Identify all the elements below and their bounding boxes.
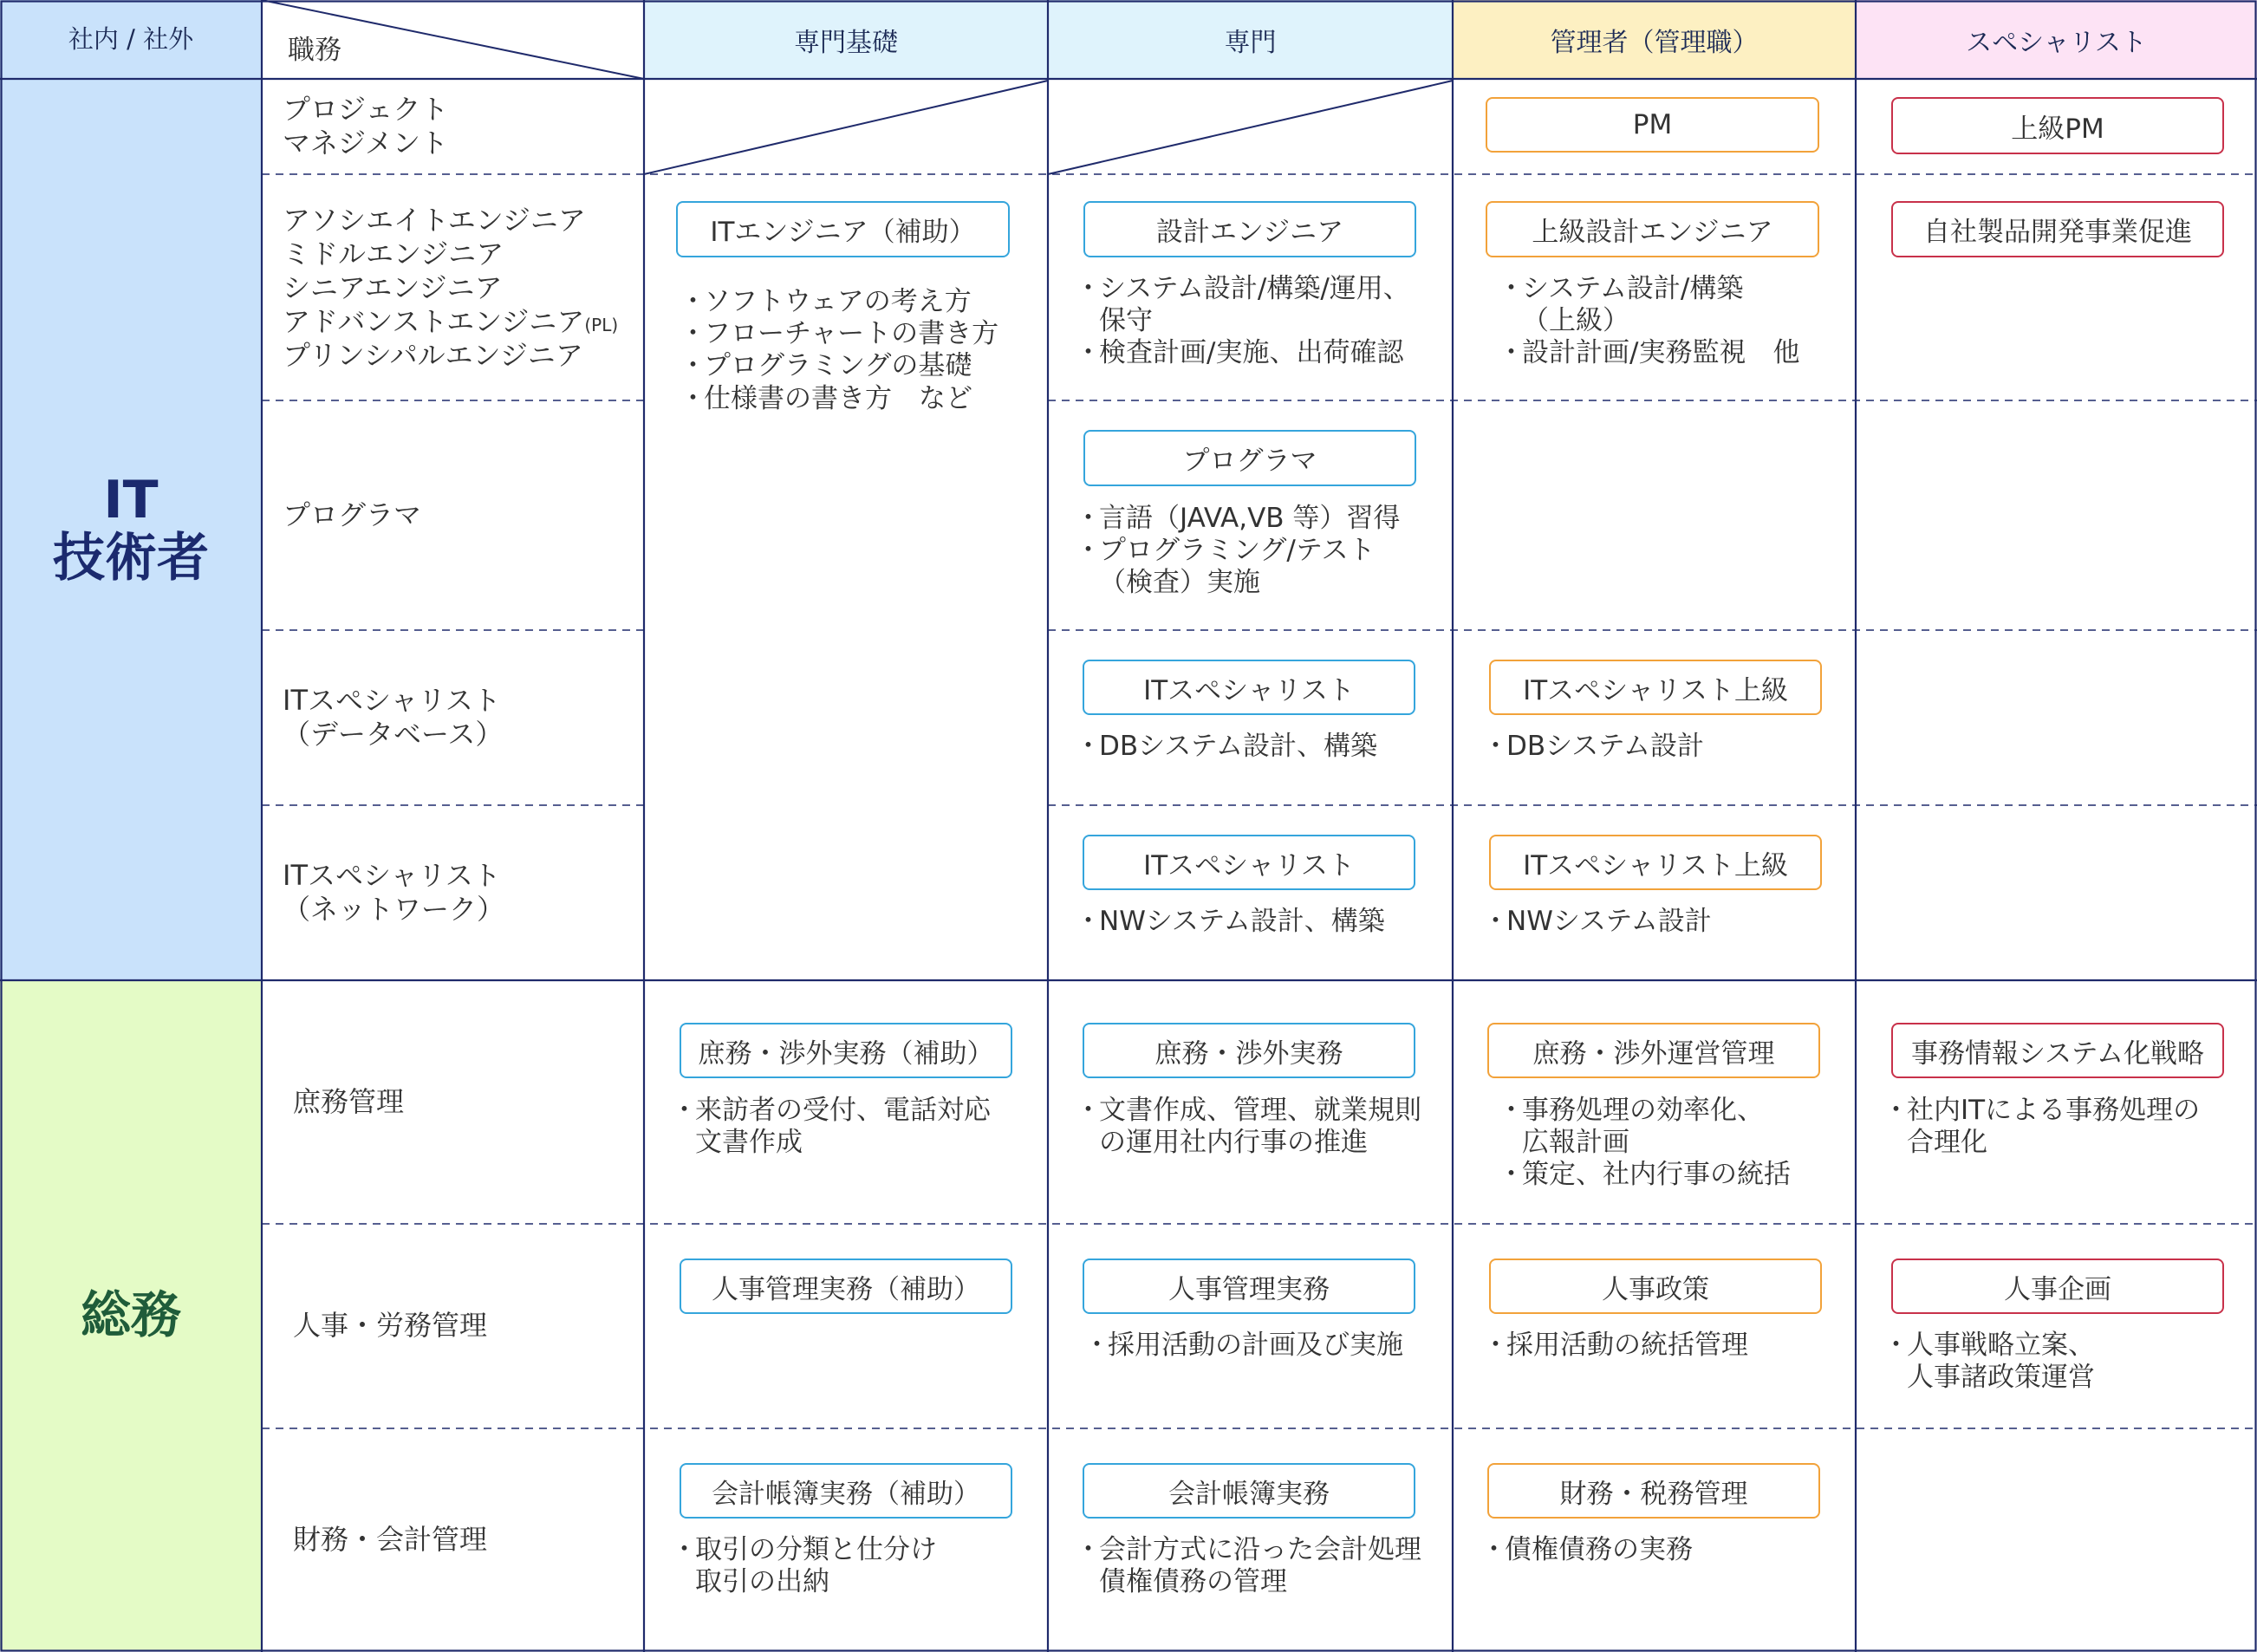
list-item: ・ 文書作成、管理、就業規則 の運用社内行事の推進 [1075,1095,1421,1159]
list-item: ・ 策定、社内行事の統括 [1498,1159,1791,1191]
list-item: ・ NWシステム設計、構築 [1075,906,1385,938]
job-engineer-level-4: アドバンストエンジニア [283,305,585,339]
list-general-external-assistant [671,1095,991,1159]
job-programmer: プログラマ [283,498,422,531]
box-general-external-operations: 庶務・渉外運営管理 [1487,1023,1820,1078]
list-item: ・ 社内ITによる事務処理の 合理化 [1883,1095,2200,1159]
column-header-basic: 専門基礎 [794,27,898,58]
box-it-specialist-nw: ITスペシャリスト [1083,835,1415,890]
list-general-external-operations [1498,1095,1791,1192]
group-general-affairs: 総務 [80,1285,181,1345]
group-it-engineer [0,79,262,980]
box-hr-planning: 人事企画 [1891,1259,2224,1314]
list-item: ・ 仕様書の書き方 など [680,383,998,415]
list-item: ・ 会計方式に沿った会計処理 債権債務の管理 [1075,1534,1421,1598]
list-item: ・ 事務処理の効率化、 広報計画 [1498,1095,1791,1159]
box-own-product-development: 自社製品開発事業促進 [1891,201,2224,257]
list-bookkeeping-assistant [671,1534,937,1598]
list-item: ・ プログラミング/テスト （検査）実施 [1075,535,1400,599]
box-senior-pm: 上級PM [1891,97,2224,154]
job-engineer-level-3: シニアエンジニア [283,271,503,305]
box-pm: PM [1486,97,1819,153]
box-bookkeeping-practice: 会計帳簿実務 [1083,1463,1415,1519]
column-header-manager: 管理者（管理職） [1550,27,1759,58]
list-item: ・ ソフトウェアの考え方 [680,286,998,318]
box-office-it-strategy: 事務情報システム化戦略 [1891,1023,2224,1078]
list-it-engineer-assistant [680,286,998,415]
list-office-it-strategy [1883,1095,2200,1159]
list-item: ・ 債権債務の実務 [1480,1534,1693,1566]
job-engineer-pl-note: (PL) [584,315,619,336]
job-it-specialist-nw: ITスペシャリスト （ネットワーク） [283,858,505,926]
box-hr-policy: 人事政策 [1489,1259,1822,1314]
list-it-specialist-nw [1075,906,1385,938]
list-item: ・ DBシステム設計 [1482,731,1704,763]
corner-header: 社内 / 社外 [68,23,194,54]
list-item: ・ 採用活動の計画及び実施 [1083,1330,1403,1362]
list-item: ・ DBシステム設計、構築 [1075,731,1377,763]
job-hr-labor: 人事・労務管理 [293,1309,488,1343]
list-bookkeeping-practice [1075,1534,1421,1598]
list-item: ・ 人事戦略立案、 人事諸政策運営 [1883,1330,2095,1394]
box-it-specialist-nw-senior: ITスペシャリスト上級 [1489,835,1822,890]
box-bookkeeping-assistant: 会計帳簿実務（補助） [680,1463,1012,1519]
job-engineer-level-1: アソシエイトエンジニア [283,204,586,237]
list-item: ・ 言語（JAVA,VB 等）習得 [1075,503,1400,535]
list-item: ・ 設計計画/実務監視 他 [1498,337,1799,369]
list-item: ・ フローチャートの書き方 [680,318,998,350]
job-engineer-level-2: ミドルエンジニア [283,237,504,271]
job-general-affairs: 庶務管理 [293,1084,405,1118]
job-finance-accounting: 財務・会計管理 [293,1523,488,1557]
box-senior-design-engineer: 上級設計エンジニア [1486,201,1819,257]
column-header-professional: 専門 [1224,27,1277,58]
job-it-specialist-db: ITスペシャリスト （データベース） [283,683,504,751]
job-project-management: プロジェクト マネジメント [283,92,449,159]
box-general-external-practice: 庶務・渉外実務 [1083,1023,1415,1078]
group-it-line1: IT [103,469,159,530]
list-hr-practice [1083,1330,1403,1362]
box-it-engineer-assistant: ITエンジニア（補助） [676,201,1010,257]
list-hr-planning [1883,1330,2095,1394]
list-item: ・ 来訪者の受付、電話対応 文書作成 [671,1095,991,1159]
group-it-line2: 技術者 [53,528,209,589]
box-design-engineer: 設計エンジニア [1083,201,1416,257]
list-programmer [1075,503,1400,600]
list-item: ・ 検査計画/実施、出荷確認 [1075,337,1410,369]
list-item: ・ システム設計/構築 （上級） [1498,273,1799,337]
list-item: ・ プログラミングの基礎 [680,350,998,382]
list-design-engineer [1075,273,1410,370]
box-it-specialist-db-senior: ITスペシャリスト上級 [1489,660,1822,715]
box-hr-practice: 人事管理実務 [1083,1259,1415,1314]
list-finance-tax-management [1480,1534,1693,1566]
box-general-external-assistant: 庶務・渉外実務（補助） [680,1023,1012,1078]
list-hr-policy [1482,1330,1748,1362]
box-finance-tax-management: 財務・税務管理 [1487,1463,1820,1519]
list-senior-design-engineer [1498,273,1799,370]
list-it-specialist-db [1075,731,1377,763]
list-general-external-practice [1075,1095,1421,1159]
job-engineer-level-5: プリンシパルエンジニア [283,339,583,373]
column-header-specialist: スペシャリスト [1966,27,2147,58]
job-engineer-levels [283,204,618,373]
box-programmer: プログラマ [1083,430,1416,486]
list-it-specialist-nw-senior [1482,906,1712,938]
list-item: ・ 取引の分類と仕分け 取引の出納 [671,1534,937,1598]
box-it-specialist-db: ITスペシャリスト [1083,660,1415,715]
box-hr-practice-assistant: 人事管理実務（補助） [680,1259,1012,1314]
list-item: ・ システム設計/構築/運用、 保守 [1075,273,1410,337]
list-item: ・ NWシステム設計 [1482,906,1712,938]
list-it-specialist-db-senior [1482,731,1704,763]
job-header: 職務 [288,35,341,66]
list-item: ・ 採用活動の統括管理 [1482,1330,1748,1362]
